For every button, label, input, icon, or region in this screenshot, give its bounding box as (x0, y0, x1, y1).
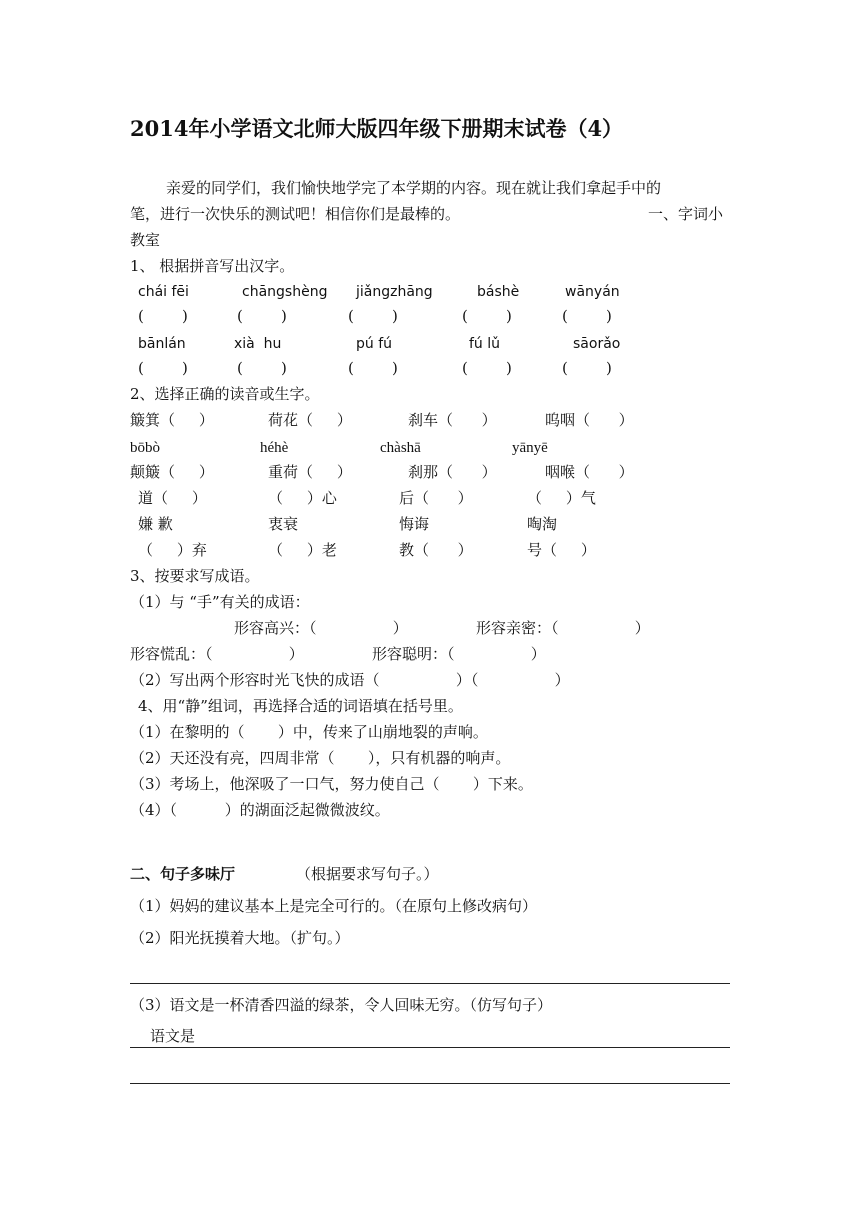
sentence-item: （2）阳光抚摸着大地。（扩句。） (130, 929, 350, 947)
q4-item[interactable]: （3）考场上，他深吸了一口气，努力使自己（ ）下来。 (130, 775, 533, 793)
pinyin-item: sāorǎo (573, 336, 621, 352)
idiom-smart[interactable]: 形容聪明：（ ） (372, 645, 546, 663)
section1-heading-part1: 一、字词小 (648, 205, 724, 223)
q2-pinyin: yānyē (512, 440, 548, 456)
q4-item[interactable]: （1）在黎明的（ ）中，传来了山崩地裂的声响。 (130, 723, 488, 741)
pinyin-item: báshè (477, 284, 520, 300)
idiom-flustered[interactable]: 形容慌乱：（ ） (130, 645, 304, 663)
pinyin-item: pú fú (356, 336, 393, 352)
q3-heading: 3、按要求写成语。 (130, 567, 260, 585)
intro-line-2: 笔，进行一次快乐的测试吧！相信你们是最棒的。 (130, 205, 461, 223)
pinyin-item: fú lǔ (469, 336, 501, 352)
section1-heading-part2: 教室 (130, 231, 161, 249)
answer-blank[interactable]: ( ) (138, 307, 188, 325)
answer-line[interactable] (130, 1047, 730, 1048)
q2-heading: 2、选择正确的读音或生字。 (130, 385, 320, 403)
q3-sub2[interactable]: （2）写出两个形容时光飞快的成语（ ）（ ） (130, 671, 570, 689)
q2-item: （ ）气 (527, 489, 596, 507)
q2-item: 颠簸（ ） (130, 463, 214, 481)
q2-pinyin: chàshā (380, 440, 421, 456)
idiom-intimate[interactable]: 形容亲密：（ ） (476, 619, 650, 637)
answer-blank[interactable]: ( ) (462, 359, 512, 377)
q2-item: 荷花（ ） (268, 411, 352, 429)
q2-pinyin: héhè (260, 440, 289, 456)
q2-item: 重荷（ ） (268, 463, 352, 481)
q2-item: 簸箕（ ） (130, 411, 214, 429)
page-title: 2014年小学语文北师大版四年级下册期末试卷（4） (130, 116, 624, 141)
answer-blank[interactable]: ( ) (138, 359, 188, 377)
q2-item: 刹那（ ） (408, 463, 497, 481)
pinyin-item: chāngshèng (242, 284, 328, 300)
q2-item: 悔诲 (399, 515, 430, 533)
answer-blank[interactable]: ( ) (348, 359, 398, 377)
section2-heading: 二、句子多味厅 (130, 865, 236, 883)
q2-item: （ ）心 (268, 489, 337, 507)
q4-heading: 4、用“静”组词，再选择合适的词语填在括号里。 (138, 697, 463, 715)
q3-sub1: （1）与 “手”有关的成语： (130, 593, 310, 611)
q4-item[interactable]: （2）天还没有亮，四周非常（ ），只有机器的响声。 (130, 749, 511, 767)
q2-item: 呜咽（ ） (545, 411, 634, 429)
answer-blank[interactable]: ( ) (237, 359, 287, 377)
answer-blank[interactable]: ( ) (462, 307, 512, 325)
idiom-happy[interactable]: 形容高兴：（ ） (234, 619, 408, 637)
section2-note: （根据要求写句子。） (296, 865, 439, 883)
pinyin-item: xià hu (234, 336, 282, 352)
answer-line[interactable] (130, 983, 730, 984)
intro-line-1: 亲爱的同学们，我们愉快地学完了本学期的内容。现在就让我们拿起手中的 (166, 179, 662, 197)
pinyin-item: wānyán (565, 284, 620, 300)
pinyin-item: chái fēi (138, 284, 189, 300)
answer-line[interactable] (130, 1083, 730, 1084)
q2-pinyin: bōbò (130, 440, 160, 456)
q2-item: 后（ ） (399, 489, 473, 507)
q2-item: 号（ ） (527, 541, 596, 559)
answer-blank[interactable]: ( ) (562, 359, 612, 377)
q2-item: 刹车（ ） (408, 411, 497, 429)
q1-heading: 1、 根据拼音写出汉字。 (130, 257, 295, 275)
q2-item: （ ）弃 (138, 541, 207, 559)
q2-item: （ ）老 (268, 541, 337, 559)
pinyin-item: bānlán (138, 336, 186, 352)
q4-item[interactable]: （4）（ ）的湖面泛起微微波纹。 (130, 801, 390, 819)
q2-item: 衷衰 (268, 515, 299, 533)
answer-blank[interactable]: ( ) (348, 307, 398, 325)
q2-item: 道（ ） (138, 489, 207, 507)
pinyin-item: jiǎngzhāng (356, 284, 433, 300)
sentence-item: （3）语文是一杯清香四溢的绿茶，令人回味无穷。（仿写句子） (130, 996, 553, 1014)
q2-item: 咽喉（ ） (545, 463, 634, 481)
q2-item: 啕淘 (527, 515, 558, 533)
q2-item: 嫌 歉 (138, 515, 173, 533)
answer-blank[interactable]: ( ) (562, 307, 612, 325)
answer-blank[interactable]: ( ) (237, 307, 287, 325)
sentence-item: （1）妈妈的建议基本上是完全可行的。（在原句上修改病句） (130, 897, 538, 915)
q2-item: 教（ ） (399, 541, 473, 559)
answer-start-text: 语文是 (150, 1027, 196, 1045)
